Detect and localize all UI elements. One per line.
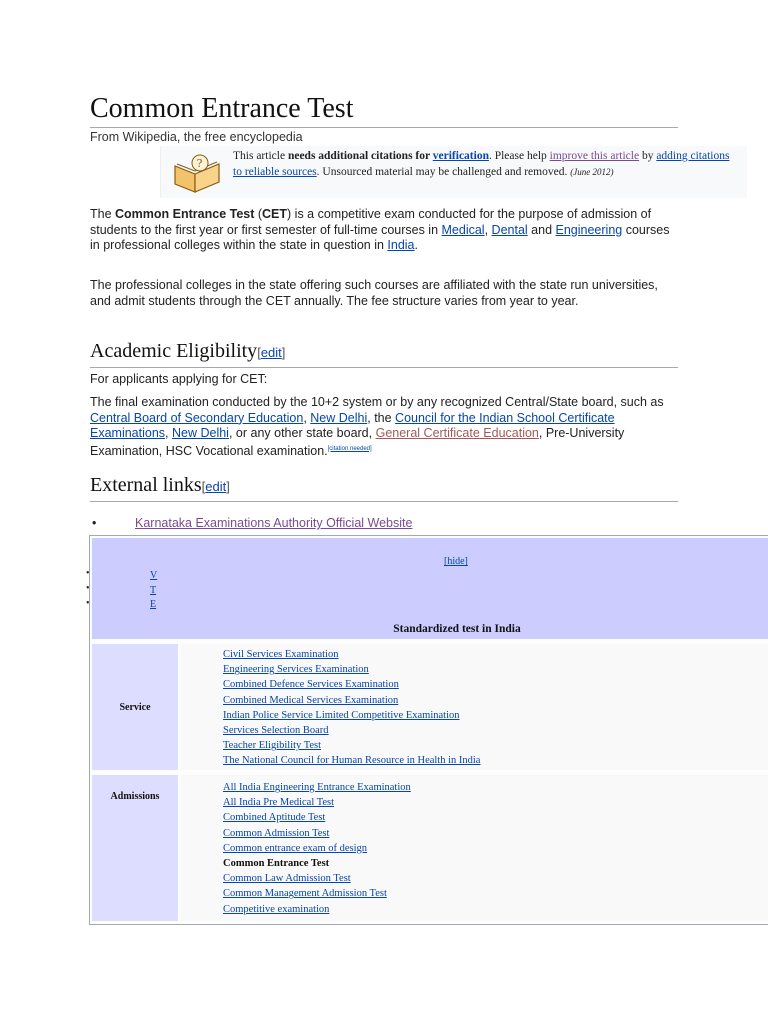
- list-item[interactable]: Combined Aptitude Test: [223, 812, 326, 824]
- list-item[interactable]: Services Selection Board: [223, 725, 329, 737]
- current-article-item: Common Entrance Test: [223, 858, 330, 870]
- verification-link[interactable]: verification: [432, 150, 489, 162]
- gce-link[interactable]: General Certificate Education: [375, 426, 539, 440]
- list-item[interactable]: Civil Services Examination: [223, 649, 339, 660]
- view-template-link[interactable]: V: [150, 570, 158, 581]
- notice-date: (June 2012): [570, 166, 614, 177]
- navbox-hide-toggle[interactable]: [hide]: [444, 556, 468, 567]
- list-item[interactable]: Combined Medical Services Examination: [223, 694, 399, 706]
- list-item[interactable]: All India Pre Medical Test: [223, 797, 335, 809]
- list-item[interactable]: Combined Defence Services Examination: [223, 679, 399, 691]
- karnataka-exam-link[interactable]: Karnataka Examinations Authority Official Website: [135, 516, 413, 530]
- list-item: • Karnataka Examinations Authority Official Website: [92, 516, 413, 530]
- intro-paragraph: The Common Entrance Test (CET) is a competitive exam conducted for the purpose of admission of students to the first year or first semester of full-time courses in Medical, Dental and Engineering courses in professional colleges within the state in question in India.: [90, 207, 670, 252]
- navbox-header: [hide] V T E • • • Standardized test in India: [92, 538, 768, 639]
- list-item[interactable]: All India Engineering Entrance Examination: [223, 782, 411, 793]
- medical-link[interactable]: Medical: [441, 222, 485, 237]
- external-links-list: [90, 516, 412, 530]
- list-item[interactable]: Common Admission Test: [223, 827, 330, 839]
- improve-article-link[interactable]: improve this article: [549, 150, 640, 162]
- list-item[interactable]: Engineering Services Examination: [223, 664, 369, 676]
- list-item[interactable]: Common Law Admission Test: [223, 873, 351, 885]
- citation-notice-text: This article needs additional citations for verification. Please help improve this article by adding citations to reliable sources. Unsourced material may be challenged and removed. (June 2012): [233, 150, 730, 178]
- adding-citations-link[interactable]: adding citations to reliable sources: [233, 150, 730, 178]
- edit-template-link[interactable]: E: [150, 599, 157, 610]
- site-tagline: From Wikipedia, the free encyclopedia: [90, 130, 303, 144]
- edit-external-link[interactable]: edit: [205, 479, 227, 494]
- navbox-group-service: Service: [92, 644, 178, 770]
- list-item[interactable]: Common entrance exam of design: [223, 842, 368, 854]
- dental-link[interactable]: Dental: [491, 222, 528, 237]
- section-heading-academic-eligibility: Academic Eligibility[edit]: [90, 338, 678, 368]
- book-question-icon: [171, 152, 223, 194]
- list-item[interactable]: Common Management Admission Test: [223, 888, 387, 900]
- navbox-vte: [150, 569, 157, 613]
- navbox-list-service: [180, 644, 768, 770]
- navbox: [86, 535, 768, 925]
- talk-template-link[interactable]: T: [150, 584, 157, 596]
- list-item[interactable]: Teacher Eligibility Test: [223, 740, 322, 752]
- page-title: Common Entrance Test: [90, 93, 678, 128]
- eligibility-paragraph: The final examination conducted by the 10+2 system or by any recognized Central/State board, such as Central Board of Secondary Education, New Delhi, the Council for the Indian School Certificate Examinations, New Delhi, or any other state board, General Certificate Education, Pre-University Examination, HSC Vocational examination.[citation needed]: [90, 395, 664, 458]
- citation-notice: [160, 146, 747, 198]
- section-heading-external-links: External links[edit]: [90, 472, 678, 502]
- svg-text:?: ?: [196, 157, 203, 170]
- edit-academic-link[interactable]: edit: [260, 345, 282, 360]
- new-delhi-link[interactable]: New Delhi: [310, 410, 368, 425]
- navbox-group-admissions: Admissions: [92, 775, 178, 921]
- eligibility-intro: For applicants applying for CET:: [90, 372, 268, 386]
- citation-needed[interactable]: [citation needed]: [327, 445, 372, 452]
- colleges-paragraph: The professional colleges in the state offering such courses are affiliated with the state run universities, and admit students through the CET annually. The fee structure varies from year to year.: [90, 278, 658, 308]
- navbox-title: Standardized test in India: [393, 623, 521, 635]
- navbox-list-admissions: [180, 775, 768, 921]
- list-item[interactable]: Competitive examination: [223, 903, 330, 915]
- cisce-link[interactable]: Council for the Indian School Certificate Examinations: [90, 410, 615, 440]
- engineering-link[interactable]: Engineering: [555, 222, 623, 237]
- list-item[interactable]: Indian Police Service Limited Competitive Examination: [223, 709, 460, 721]
- cbse-link[interactable]: Central Board of Secondary Education: [90, 410, 304, 425]
- new-delhi-link-2[interactable]: New Delhi: [172, 426, 229, 440]
- india-link[interactable]: India: [387, 238, 415, 252]
- list-item[interactable]: The National Council for Human Resource in Health in India: [223, 755, 481, 767]
